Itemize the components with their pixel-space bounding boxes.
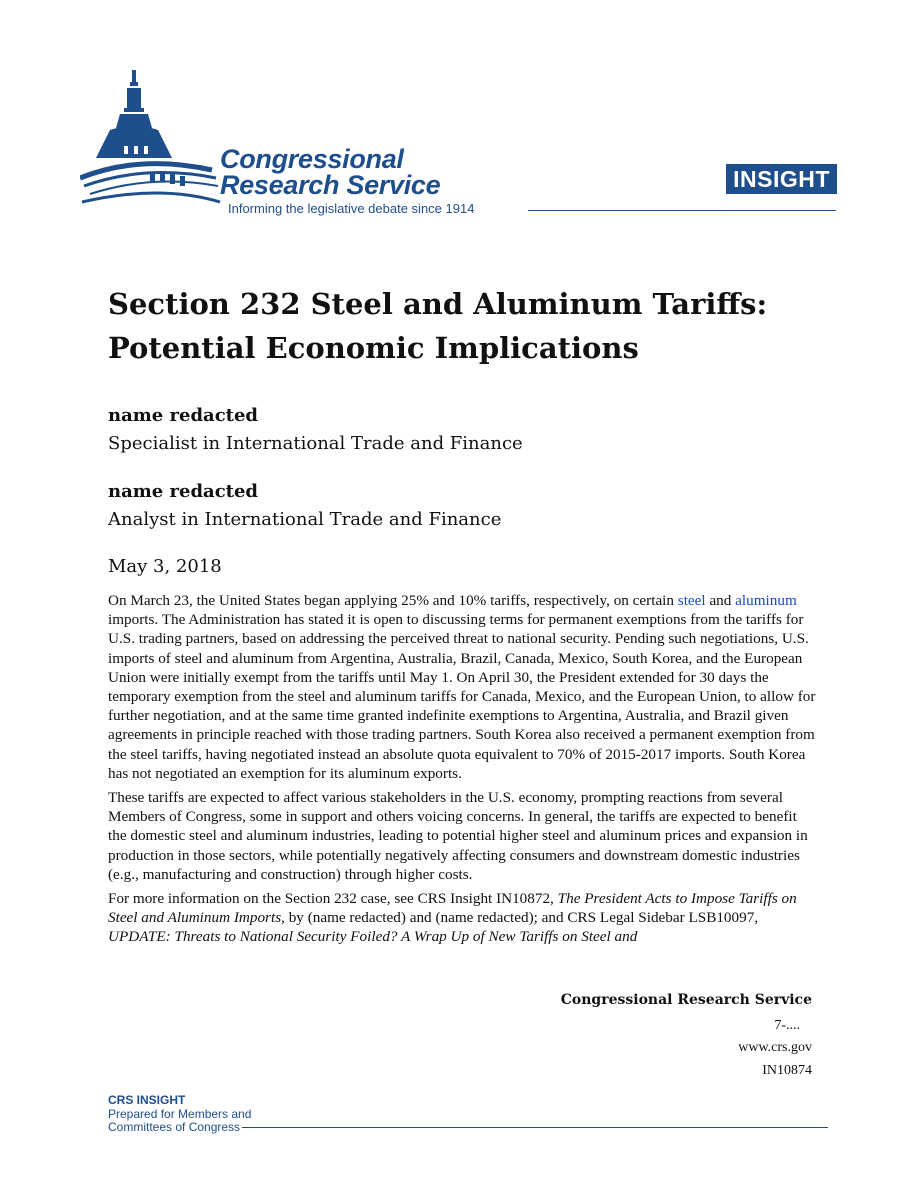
paragraph-1-text-c: imports. The Administration has stated it is open to discussing terms for permanent exemptions from the tariffs for U.S. trading partners, based on addressing the perceived threat to national security. Pending such negotiations, U.S. imports of steel and aluminum from Argentina, Australia, Brazil, Canada, Mexico, South Korea, and the European Union were initially exempt from the tariffs until May 1. On April 30, the President extended for 30 days the temporary exemption from the steel and aluminum tariffs for Canada, Mexico, and the European Union, to allow for further negotiation, and at the same time granted indefinite exemptions to Argentina, Australia, and Brazil given agreements in principle reached with those trading partners. South Korea also received a permanent exemption from the steel tariffs, having negotiated instead an absolute quota equivalent to 70% of 2015-2017 imports. South Korea has not negotiated an exemption for its aluminum exports. [108,611,816,782]
paragraph-3 [108,889,816,947]
org-name-line2: Research Service [220,170,441,200]
paragraph-3-text-b: , by (name redacted) and (name redacted); and CRS Legal Sidebar LSB10097, [281,909,759,927]
crs-logo [80,66,540,226]
publication-date: May 3, 2018 [108,556,222,577]
capitol-dome-icon [80,66,230,216]
document-body [108,591,816,952]
org-tagline: Informing the legislative debate since 1914 [228,201,475,216]
author-1-name: name redacted [108,405,259,426]
crs-insight-title: The President Acts to Impose Tariffs on Steel and Aluminum Imports [108,890,797,927]
title-line-2: Potential Economic Implications [108,331,639,365]
footer-report-id: IN10874 [762,1063,812,1078]
org-name-line1: Congressional [220,144,404,174]
author-1-role: Specialist in International Trade and Finance [108,433,523,454]
footer-org: Congressional Research Service [560,992,812,1008]
header-divider [528,210,836,211]
paragraph-1-text-a: On March 23, the United States began applying 25% and 10% tariffs, respectively, on certain [108,592,678,609]
paragraph-3-text-a: For more information on the Section 232 case, see CRS Insight IN10872, [108,890,558,908]
bottom-line-1: CRS INSIGHT [108,1093,186,1107]
title-line-1: Section 232 Steel and Aluminum Tariffs: [108,287,768,321]
bottom-line-2: Prepared for Members and [108,1106,252,1121]
steel-link[interactable]: steel [677,592,706,609]
legal-sidebar-title: UPDATE: Threats to National Security Foiled? A Wrap Up of New Tariffs on Steel and [108,928,638,946]
author-2-role: Analyst in International Trade and Finance [108,509,502,530]
paragraph-1-text-b: and [705,592,736,609]
footer-website[interactable]: www.crs.gov [738,1040,812,1055]
insight-badge: INSIGHT [726,164,837,194]
bottom-line-3: Committees of Congress [108,1120,241,1134]
paragraph-1 [108,591,816,783]
author-2-name: name redacted [108,481,259,502]
bottom-divider [242,1127,828,1128]
aluminum-link[interactable]: aluminum [735,592,797,609]
bottom-label [108,1094,251,1135]
document-title [108,282,828,370]
footer-number: 7-.... [774,1018,800,1033]
paragraph-2: These tariffs are expected to affect various stakeholders in the U.S. economy, prompting reactions from several Members of Congress, some in support and others voicing concerns. In general, the tariffs are expected to benefit the domestic steel and aluminum industries, leading to potential higher steel and aluminum prices and expansion in production in those sectors, while potentially negatively affecting consumers and downstream domestic industries (e.g., manufacturing and construction) through higher costs. [108,789,808,883]
